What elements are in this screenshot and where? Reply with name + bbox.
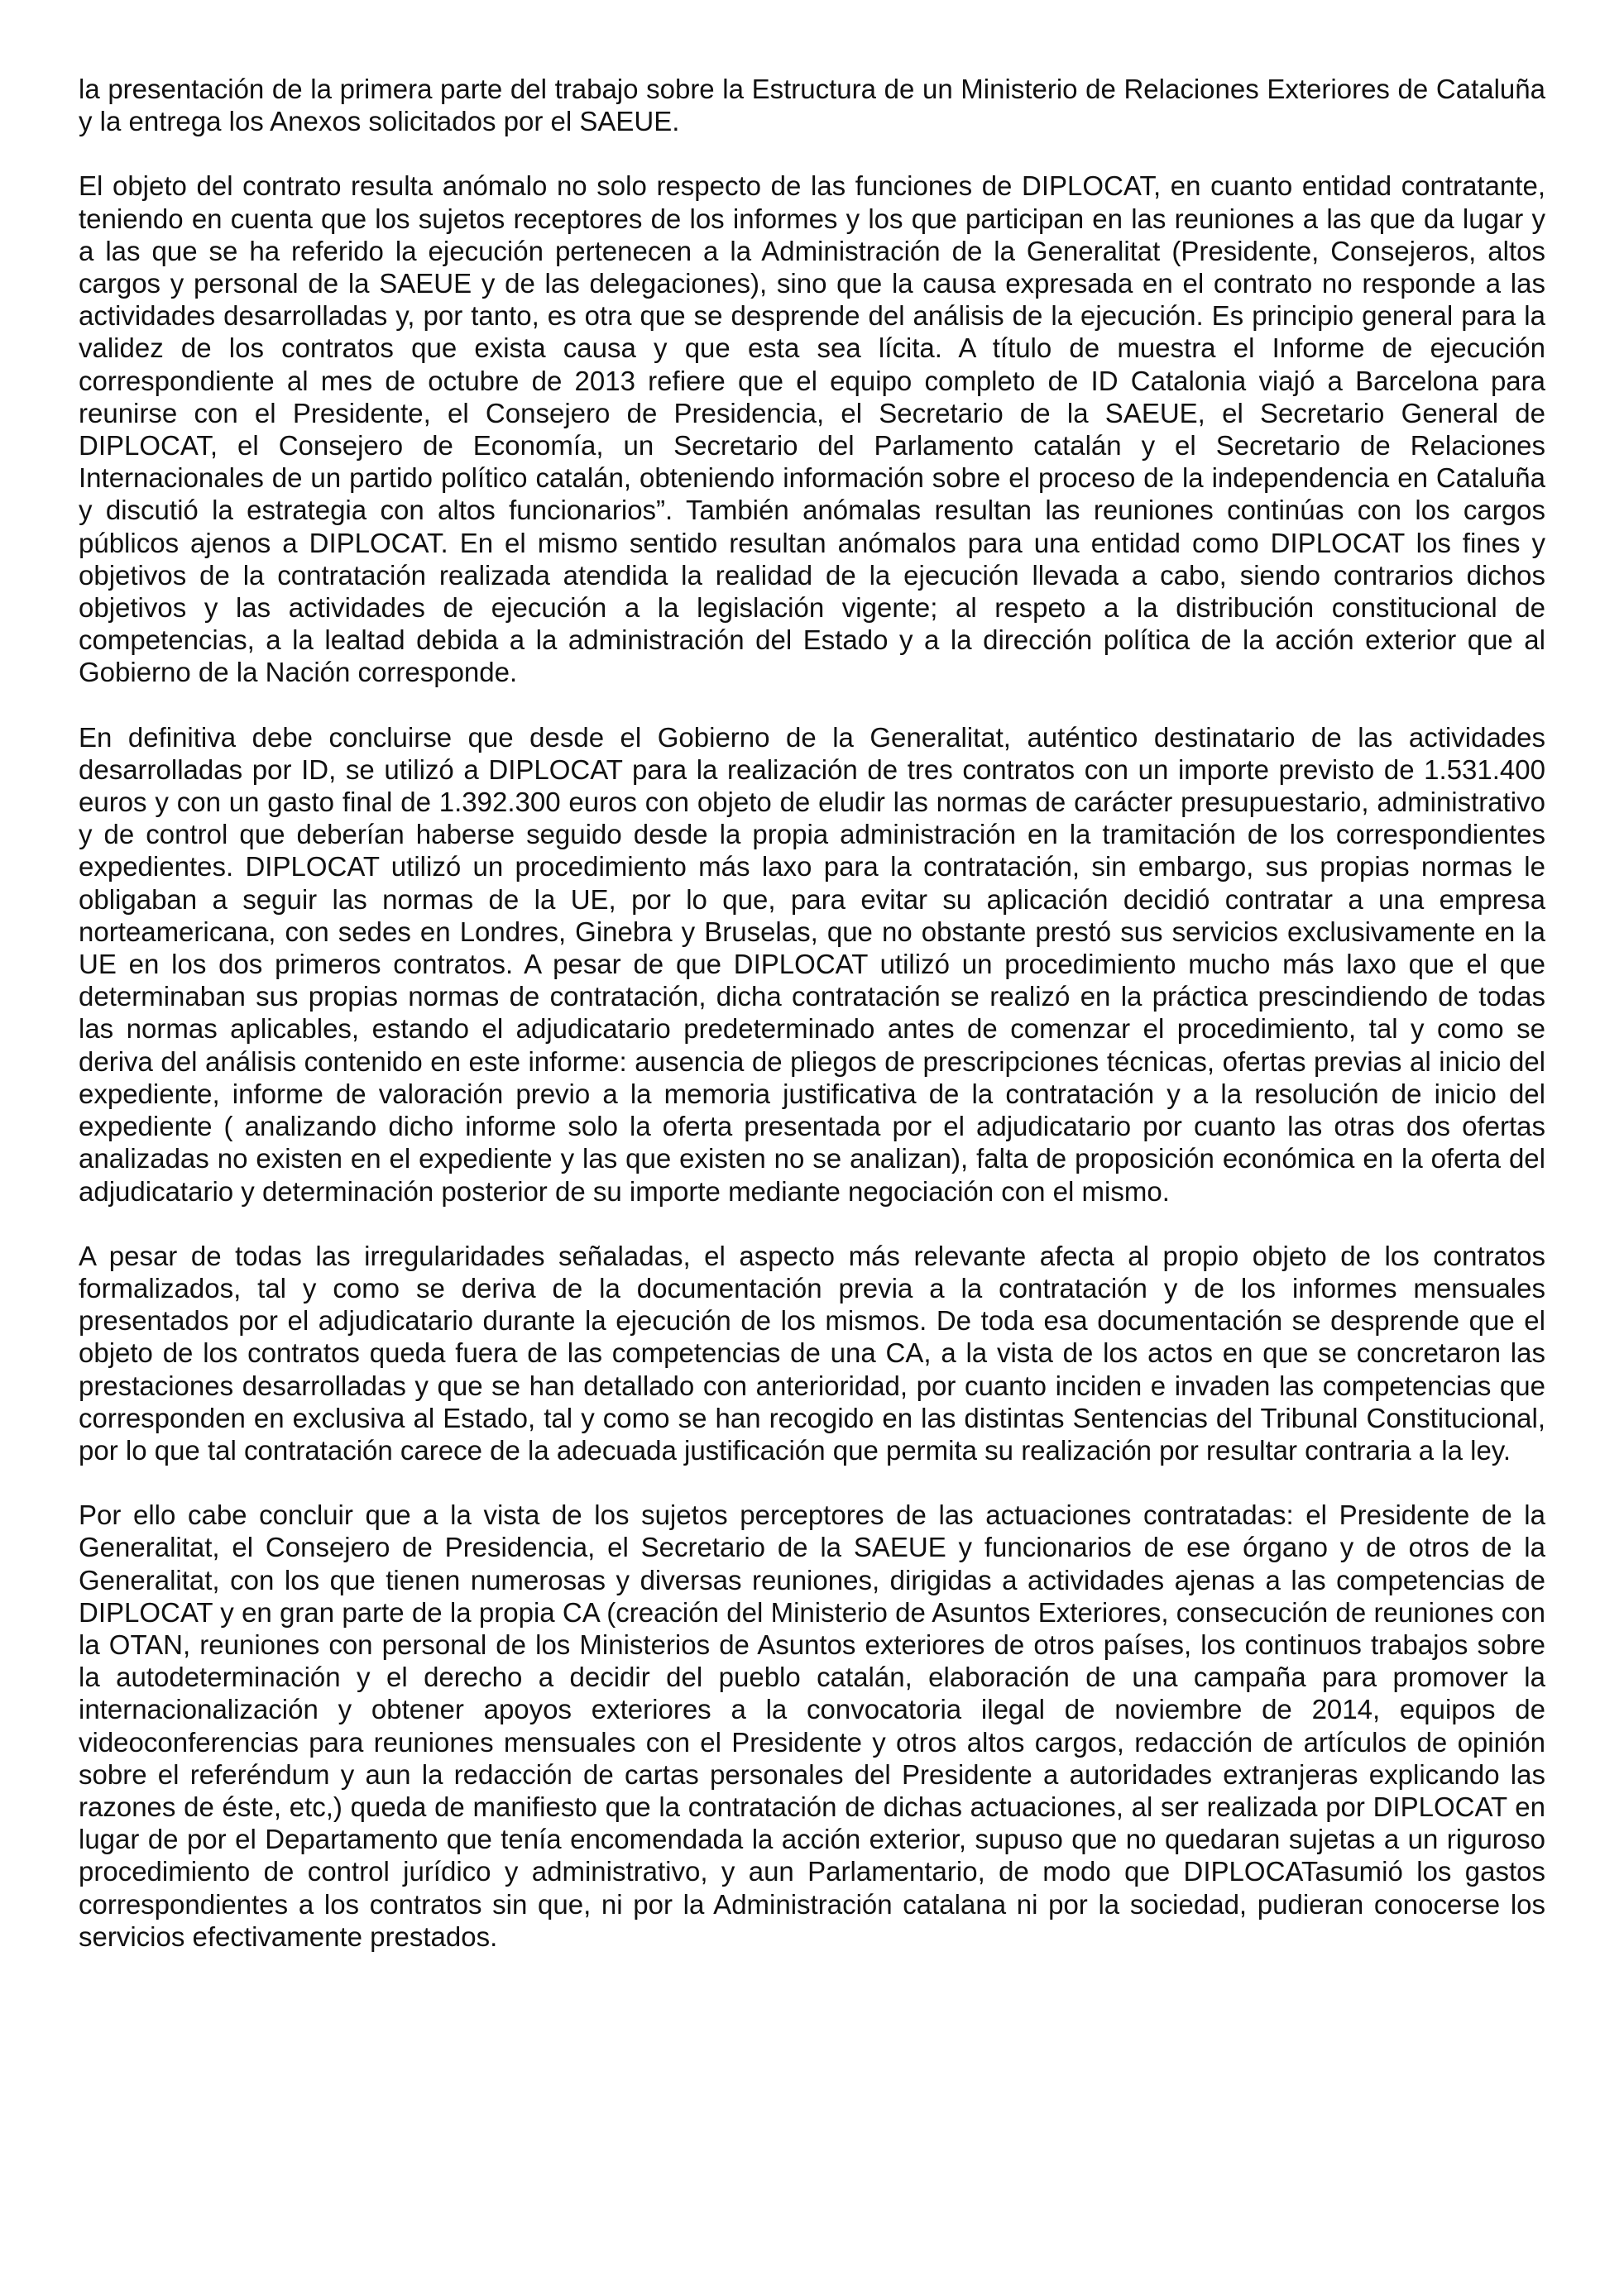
paragraph-2: El objeto del contrato resulta anómalo no solo respecto de las funciones de DIPLOCAT, en cuanto entidad contratante, teniendo en cuenta que los sujetos receptores de los informes y los que participan en las reuniones a las que da lugar y a las que se ha referido la ejecución pertenecen a la Administración de la Generalitat (Presidente, Consejeros, altos cargos y personal de la SAEUE y de las delegaciones), sino que la causa expresada en el contrato no responde a las actividades desarrolladas y, por tanto, es otra que se desprende del análisis de la ejecución. Es principio general para la validez de los contratos que exista causa y que esta sea lícita. A título de muestra el Informe de ejecución correspondiente al mes de octubre de 2013 refiere que el equipo completo de ID Catalonia viajó a Barcelona para reunirse con el Presidente, el Consejero de Presidencia, el Secretario de la SAEUE, el Secretario General de DIPLOCAT, el Consejero de Economía, un Secretario del Parlamento catalán y el Secretario de Relaciones Internacionales de un partido político catalán, obteniendo información sobre el proceso de la independencia en Cataluña y discutió la estrategia con altos funcionarios”. También anómalas resultan las reuniones continúas con los cargos públicos ajenos a DIPLOCAT. En el mismo sentido resultan anómalos para una entidad como DIPLOCAT los fines y objetivos de la contratación realizada atendida la realidad de la ejecución llevada a cabo, siendo contrarios dichos objetivos y las actividades de ejecución a la legislación vigente; al respeto a la distribución constitucional de competencias, a la lealtad debida a la administración del Estado y a la dirección política de la acción exterior que al Gobierno de la Nación corresponde. [79, 170, 1545, 688]
paragraph-1: la presentación de la primera parte del trabajo sobre la Estructura de un Ministerio de Relaciones Exteriores de Cataluña y la entrega los Anexos solicitados por el SAEUE. [79, 74, 1545, 137]
paragraph-4: A pesar de todas las irregularidades señaladas, el aspecto más relevante afecta al propio objeto de los contratos formalizados, tal y como se deriva de la documentación previa a la contratación y de los informes mensuales presentados por el adjudicatario durante la ejecución de los mismos. De toda esa documentación se desprende que el objeto de los contratos queda fuera de las competencias de una CA, a la vista de los actos en que se concretaron las prestaciones desarrolladas y que se han detallado con anterioridad, por cuanto inciden e invaden las competencias que corresponden en exclusiva al Estado, tal y como se han recogido en las distintas Sentencias del Tribunal Constitucional, por lo que tal contratación carece de la adecuada justificación que permita su realización por resultar contraria a la ley. [79, 1240, 1545, 1466]
document-page [79, 73, 1545, 1953]
paragraph-5: Por ello cabe concluir que a la vista de los sujetos perceptores de las actuaciones contratadas: el Presidente de la Generalitat, el Consejero de Presidencia, el Secretario de la SAEUE y funcionarios de ese órgano y de otros de la Generalitat, con los que tienen numerosas y diversas reuniones, dirigidas a actividades ajenas a las competencias de DIPLOCAT y en gran parte de la propia CA (creación del Ministerio de Asuntos Exteriores, consecución de reuniones con la OTAN, reuniones con personal de los Ministerios de Asuntos exteriores de otros países, los continuos trabajos sobre la autodeterminación y el derecho a decidir del pueblo catalán, elaboración de una campaña para promover la internacionalización y obtener apoyos exteriores a la convocatoria ilegal de noviembre de 2014, equipos de videoconferencias para reuniones mensuales con el Presidente y otros altos cargos, redacción de artículos de opinión sobre el referéndum y aun la redacción de cartas personales del Presidente a autoridades extranjeras explicando las razones de éste, etc,) queda de manifiesto que la contratación de dichas actuaciones, al ser realizada por DIPLOCAT en lugar de por el Departamento que tenía encomendada la acción exterior, supuso que no quedaran sujetas a un riguroso procedimiento de control jurídico y administrativo, y aun Parlamentario, de modo que DIPLOCATasumió los gastos correspondientes a los contratos sin que, ni por la Administración catalana ni por la sociedad, pudieran conocerse los servicios efectivamente prestados. [79, 1500, 1545, 1952]
paragraph-3: En definitiva debe concluirse que desde el Gobierno de la Generalitat, auténtico destinatario de las actividades desarrolladas por ID, se utilizó a DIPLOCAT para la realización de tres contratos con un importe previsto de 1.531.400 euros y con un gasto final de 1.392.300 euros con objeto de eludir las normas de carácter presupuestario, administrativo y de control que deberían haberse seguido desde la propia administración en la tramitación de los correspondientes expedientes. DIPLOCAT utilizó un procedimiento más laxo para la contratación, sin embargo, sus propias normas le obligaban a seguir las normas de la UE, por lo que, para evitar su aplicación decidió contratar a una empresa norteamericana, con sedes en Londres, Ginebra y Bruselas, que no obstante prestó sus servicios exclusivamente en la UE en los dos primeros contratos. A pesar de que DIPLOCAT utilizó un procedimiento mucho más laxo que el que determinaban sus propias normas de contratación, dicha contratación se realizó en la práctica prescindiendo de todas las normas aplicables, estando el adjudicatario predeterminado antes de comenzar el procedimiento, tal y como se deriva del análisis contenido en este informe: ausencia de pliegos de prescripciones técnicas, ofertas previas al inicio del expediente, informe de valoración previo a la memoria justificativa de la contratación y a la resolución de inicio del expediente ( analizando dicho informe solo la oferta presentada por el adjudicatario por cuanto las otras dos ofertas analizadas no existen en el expediente y las que existen no se analizan), falta de proposición económica en la oferta del adjudicatario y determinación posterior de su importe mediante negociación con el mismo. [79, 721, 1545, 1207]
